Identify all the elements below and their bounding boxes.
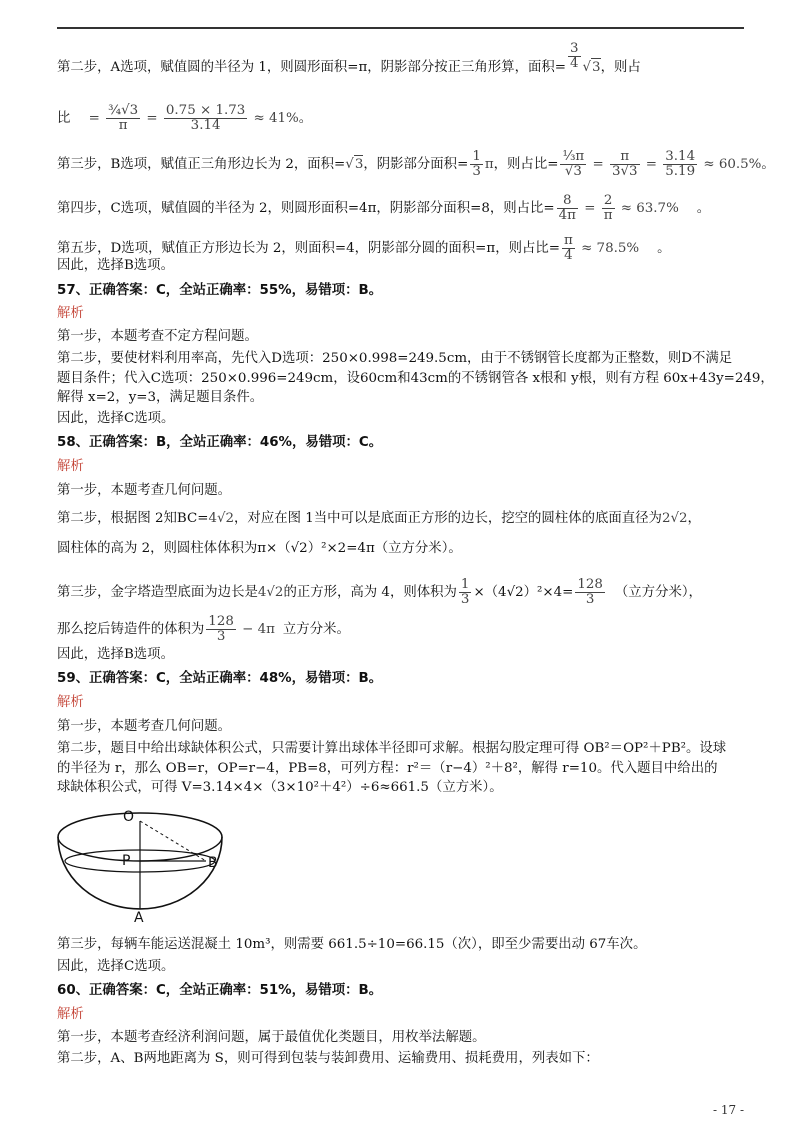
- q56-step2: 第二步，A选项，赋值圆的半径为 1，则圆形面积=π，阴影部分按正三角形算，面积= $\frac{3}{4}$ √3，则占: [57, 41, 641, 75]
- fraction: $\frac{3}{4}$: [569, 41, 579, 71]
- q58-line5: 那么挖后铸造件的体积为 $\frac{128}{3}$ − 4π 立方分米。: [57, 614, 350, 644]
- q56-step4: 第四步，C选项，赋值圆的半径为 2，则圆形面积=4π，阴影部分面积=8，则占比= $\frac{8}{4\pi}$ = $\frac{2}{\pi}$ ≈ 63.7% 。: [57, 193, 711, 223]
- q59-line4: 球缺体积公式，可得 V=3.14×4×（3×10²＋4²）÷6≈661.5（立方米）。: [57, 780, 503, 795]
- q56-step3: 第三步，B选项，赋值正三角形边长为 2，面积=√3，阴影部分面积= $\frac{1}{3}$ π，则占比= $\frac{\text{⅓π}}{√3}$ = $\frac{\pi}{3√3}$ = $\frac{3.14}{5.19}$ ≈ 60.5%。: [57, 149, 775, 179]
- page-number: - 17 -: [712, 1103, 744, 1117]
- q60-line2: 第二步，A、B两地距离为 S，则可得到包装与装卸费用、运输费用、损耗费用，列表如下：: [57, 1051, 599, 1066]
- q59-line5: 第三步，每辆车能运送混凝土 10m³，则需要 661.5÷10=66.15（次），即至少需要出动 67车次。: [57, 937, 647, 952]
- q56-step5: 第五步，D选项，赋值正方形边长为 2，则面积=4，阴影部分圆的面积=π，则占比= $\frac{\pi}{4}$ ≈ 78.5% 。: [57, 233, 671, 263]
- fraction: $\frac{128}{3}$: [577, 577, 603, 607]
- q58-conclusion: 因此，选择B选项。: [57, 647, 174, 662]
- q58-answer-header: 58、正确答案：B，全站正确率：46%，易错项：C。: [57, 435, 383, 450]
- fraction: $\frac{2}{\pi}$: [603, 193, 613, 223]
- q60-analysis-label: 解析: [57, 1007, 84, 1022]
- label-A: A: [134, 910, 144, 923]
- q56-conclusion: 因此，选择B选项。: [57, 258, 174, 273]
- label-B: B: [208, 855, 218, 871]
- q58-analysis-label: 解析: [57, 459, 84, 474]
- q57-answer-header: 57、正确答案：C，全站正确率：55%，易错项：B。: [57, 283, 383, 298]
- q60-answer-header: 60、正确答案：C，全站正确率：51%，易错项：B。: [57, 983, 383, 998]
- label-P: P: [122, 853, 131, 869]
- fraction: $\frac{\pi}{4}$: [564, 233, 573, 263]
- q57-line1: 第一步，本题考查不定方程问题。: [57, 329, 258, 344]
- label-O: O: [123, 809, 135, 825]
- q59-analysis-label: 解析: [57, 695, 84, 710]
- q57-line3: 题目条件；代入C选项：250×0.996=249cm，设60cm和43cm的不锈钢管各 x根和 y根，则有方程 60x+43y=249，: [57, 371, 774, 386]
- fraction: $\frac{3.14}{5.19}$: [665, 149, 696, 179]
- top-rule: [57, 27, 744, 29]
- q59-answer-header: 59、正确答案：C，全站正确率：48%，易错项：B。: [57, 671, 383, 686]
- fraction: $\frac{1}{3}$: [472, 149, 481, 179]
- hemisphere-figure: [50, 805, 230, 923]
- q59-conclusion: 因此，选择C选项。: [57, 959, 175, 974]
- fraction: $\frac{\text{¾√3}}{\pi}$: [108, 103, 139, 133]
- q57-line4: 解得 x=2，y=3，满足题目条件。: [57, 390, 264, 405]
- q56-ratio-a: 比 = $\frac{\text{¾√3}}{\pi}$ = $\frac{0.75 \times 1.73}{3.14}$ ≈ 41%。: [57, 103, 313, 133]
- q57-conclusion: 因此，选择C选项。: [57, 411, 175, 426]
- q59-line1: 第一步，本题考查几何问题。: [57, 719, 232, 734]
- fraction: $\frac{\text{⅓π}}{√3}$: [562, 149, 585, 179]
- q58-line4: 第三步，金字塔造型底面为边长是4√2的正方形，高为 4，则体积为 $\frac{1}{3}$ ×（4√2）²×4= $\frac{128}{3}$ （立方分米），: [57, 577, 702, 607]
- fraction: $\frac{1}{3}$: [460, 577, 470, 607]
- q57-analysis-label: 解析: [57, 306, 84, 321]
- q58-line2: 第二步，根据图 2知BC=4√2，对应在图 1当中可以是底面正方形的边长，挖空的圆柱体的底面直径为2√2，: [57, 511, 701, 526]
- q58-line1: 第一步，本题考查几何问题。: [57, 483, 232, 498]
- q59-line3: 的半径为 r，那么 OB=r，OP=r−4，PB=8，可列方程：r²＝（r−4）²＋8²，解得 r=10。代入题目中给出的: [57, 761, 718, 776]
- q57-line2: 第二步，要使材料利用率高，先代入D选项：250×0.998=249.5cm，由于不锈钢管长度都为正整数，则D不满足: [57, 351, 733, 366]
- q59-line2: 第二步，题目中给出球缺体积公式，只需要计算出球体半径即可求解。根据勾股定理可得 OB²＝OP²＋PB²。设球: [57, 741, 727, 756]
- fraction: $\frac{8}{4\pi}$: [558, 193, 576, 223]
- q60-line1: 第一步，本题考查经济利润问题，属于最值优化类题目，用枚举法解题。: [57, 1030, 486, 1045]
- fraction: $\frac{\pi}{3√3}$: [611, 149, 638, 179]
- fraction: $\frac{0.75 \times 1.73}{3.14}$: [165, 103, 246, 133]
- fraction: $\frac{128}{3}$: [208, 614, 234, 644]
- q58-line3: 圆柱体的高为 2，则圆柱体体积为π×（√2）²×2=4π（立方分米）。: [57, 541, 462, 556]
